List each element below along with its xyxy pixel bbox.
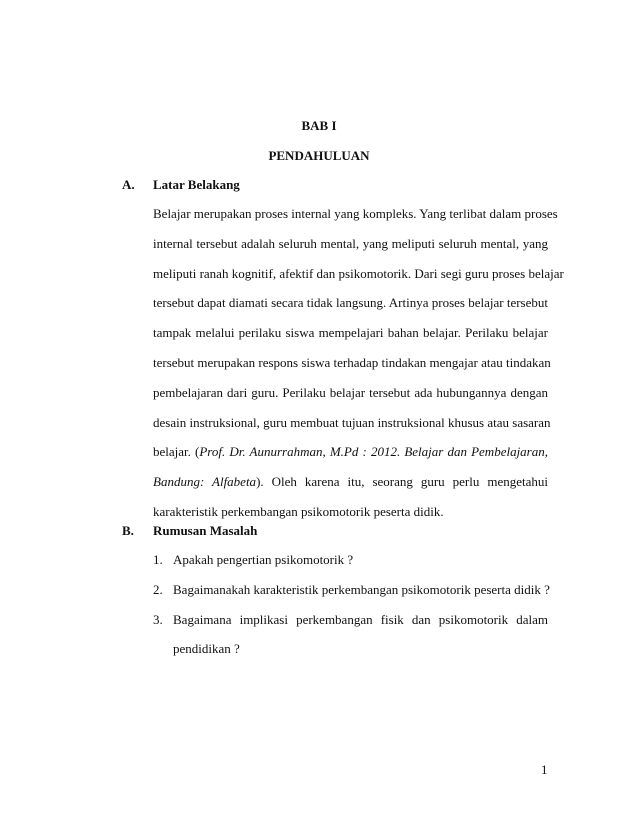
- paragraph-line: tersebut merupakan respons siswa terhadap tindakan mengajar atau tindakan: [153, 354, 551, 370]
- section-b-heading: [122, 523, 257, 539]
- list-item-number: 1.: [153, 552, 163, 567]
- section-a-heading: [122, 177, 240, 193]
- citation-text: Prof. Dr. Aunurrahman, M.Pd : 2012. Belajar dan Pembelajaran,: [199, 444, 548, 460]
- page-number: 1: [541, 762, 548, 777]
- paragraph-line: tampak melalui perilaku siswa mempelajari bahan belajar. Perilaku belajar: [153, 325, 548, 341]
- paragraph-line-citation: [153, 437, 548, 467]
- list-item-text-continued: pendidikan ?: [173, 641, 240, 657]
- section-b-number: B.: [122, 523, 134, 538]
- citation-suffix: ). Oleh karena itu, seorang guru perlu mengetahui: [256, 474, 548, 490]
- list-item-text: Bagaimanakah karakteristik perkembangan psikomotorik peserta didik ?: [173, 581, 550, 597]
- chapter-title: PENDAHULUAN: [268, 148, 370, 163]
- problem-list: [153, 545, 548, 664]
- paragraph-line: meliputi ranah kognitif, afektif dan psikomotorik. Dari segi guru proses belajar: [153, 265, 564, 281]
- paragraph-line: internal tersebut adalah seluruh mental, yang meliputi seluruh mental, yang: [153, 235, 548, 251]
- list-item-text: Bagaimana implikasi perkembangan fisik dan psikomotorik dalam: [173, 611, 548, 627]
- paragraph-line: karakteristik perkembangan psikomotorik peserta didik.: [153, 503, 444, 519]
- section-a-title: Latar Belakang: [153, 177, 240, 192]
- paragraph-line: desain instruksional, guru membuat tujuan instruksional khusus atau sasaran: [153, 414, 551, 430]
- paragraph-line: tersebut dapat diamati secara tidak langsung. Artinya proses belajar tersebut: [153, 295, 548, 311]
- list-item: [153, 545, 548, 575]
- list-item-number: 2.: [153, 581, 163, 597]
- background-paragraph: [153, 199, 564, 527]
- paragraph-line: Belajar merupakan proses internal yang kompleks. Yang terlibat dalam proses: [153, 206, 558, 221]
- list-item-text: Apakah pengertian psikomotorik ?: [173, 552, 354, 567]
- section-b-title: Rumusan Masalah: [153, 523, 258, 538]
- list-item-number: 3.: [153, 611, 163, 627]
- list-item: [153, 575, 548, 605]
- section-a-number: A.: [122, 177, 135, 192]
- citation-prefix: belajar. (: [153, 444, 200, 460]
- paragraph-line: pembelajaran dari guru. Perilaku belajar tersebut ada hubungannya dengan: [153, 384, 548, 400]
- citation-publisher: Bandung: Alfabeta: [153, 474, 257, 490]
- chapter-label: BAB I: [301, 118, 337, 133]
- list-item: [153, 605, 548, 665]
- paragraph-line-citation-end: [153, 467, 548, 497]
